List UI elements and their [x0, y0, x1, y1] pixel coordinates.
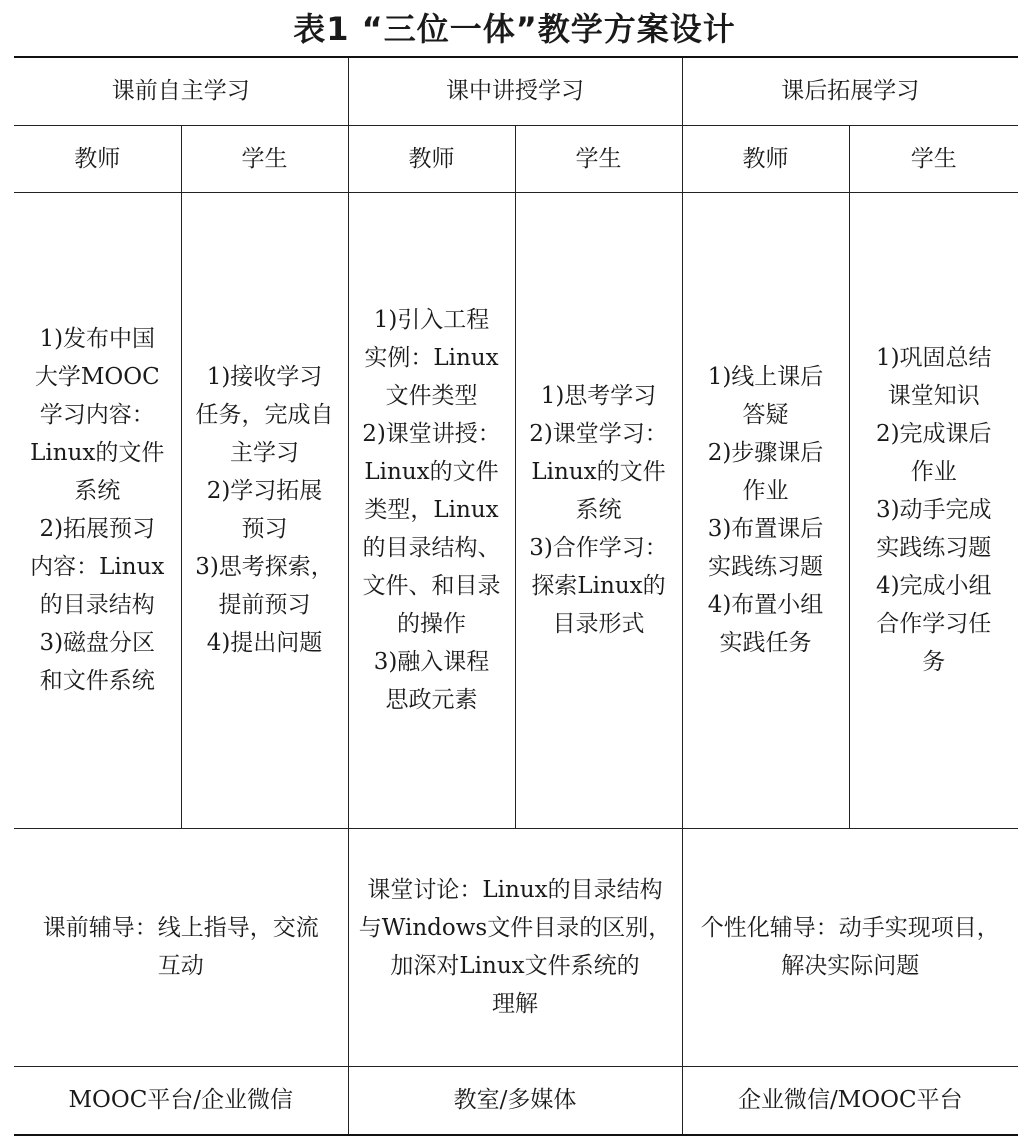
cell-text-line: 课堂知识	[887, 383, 980, 409]
cell-text-line: 2)课堂讲授：	[362, 421, 501, 447]
cell-platform-mid: 教室/多媒体	[348, 1066, 682, 1135]
cell-text-line: 4)布置小组	[707, 592, 824, 618]
role-mid-student: 学生	[515, 125, 682, 192]
cell-post-student	[849, 192, 1018, 828]
cell-text-line: 与Windows文件目录的区别，	[358, 915, 672, 941]
phase-header-row	[14, 57, 1018, 125]
cell-guidance-mid	[348, 828, 682, 1066]
cell-text-line: 4)完成小组	[875, 573, 992, 599]
cell-text-line: 2)学习拓展	[206, 478, 323, 504]
cell-text-line: 提前预习	[218, 592, 311, 618]
cell-text-line: 内容：Linux	[30, 554, 165, 580]
cell-text-line: 系统	[74, 478, 121, 504]
cell-text-line: 学习内容：	[39, 402, 155, 428]
cell-text-line: 的目录结构、	[362, 535, 501, 561]
cell-platform-pre: MOOC平台/企业微信	[14, 1066, 348, 1135]
cell-text-line: 答疑	[742, 402, 789, 428]
phase-pre-class: 课前自主学习	[14, 57, 348, 125]
cell-text-line: 互动	[157, 953, 204, 979]
cell-text-line: 3)合作学习：	[529, 535, 668, 561]
cell-text-line: 合作学习任	[876, 611, 992, 637]
cell-text-line: 作业	[742, 478, 789, 504]
cell-text-line: 系统	[575, 497, 622, 523]
cell-text-line: 文件类型	[385, 383, 478, 409]
cell-text-line: 1)发布中国	[39, 326, 156, 352]
cell-text-line: 3)动手完成	[875, 497, 992, 523]
cell-text-line: 实践任务	[719, 630, 812, 656]
cell-text-line: 的目录结构	[39, 592, 155, 618]
cell-text-line: 课堂讨论：Linux的目录结构	[367, 877, 663, 903]
cell-text-line: 1)线上课后	[707, 364, 824, 390]
cell-text-line: 文件、和目录	[362, 573, 501, 599]
cell-mid-teacher	[348, 192, 515, 828]
cell-text-line: 2)步骤课后	[707, 440, 824, 466]
cell-text-line: Linux的文件	[531, 459, 666, 485]
cell-text-line: 实例：Linux	[364, 345, 499, 371]
cell-text-line: 实践练习题	[876, 535, 992, 561]
cell-text-line: 1)巩固总结	[875, 345, 992, 371]
cell-text-line: 4)提出问题	[206, 630, 323, 656]
role-mid-teacher: 教师	[348, 125, 515, 192]
cell-guidance-post	[682, 828, 1018, 1066]
role-pre-student: 学生	[181, 125, 348, 192]
cell-text-line: 主学习	[230, 440, 299, 466]
cell-text-line: 2)课堂学习：	[529, 421, 668, 447]
cell-post-teacher	[682, 192, 849, 828]
cell-text-line: 3)融入课程	[373, 649, 490, 675]
phase-in-class: 课中讲授学习	[348, 57, 682, 125]
cell-text-line: 2)拓展预习	[39, 516, 156, 542]
cell-text-line: 3)布置课后	[707, 516, 824, 542]
cell-text-line: Linux的文件	[30, 440, 165, 466]
cell-text-line: 3)思考探索，	[195, 554, 334, 580]
cell-text-line: 2)完成课后	[875, 421, 992, 447]
cell-platform-post: 企业微信/MOOC平台	[682, 1066, 1018, 1135]
cell-text-line: 个性化辅导：动手实现项目，	[700, 915, 1000, 941]
cell-text-line: Linux的文件	[364, 459, 499, 485]
cell-text-line: 和文件系统	[39, 668, 155, 694]
cell-text-line: 目录形式	[552, 611, 645, 637]
cell-text-line: 1)接收学习	[206, 364, 323, 390]
cell-text-line: 作业	[910, 459, 957, 485]
role-post-teacher: 教师	[682, 125, 849, 192]
cell-mid-student	[515, 192, 682, 828]
platform-row	[14, 1066, 1018, 1135]
cell-text-line: 加深对Linux文件系统的	[390, 953, 640, 979]
cell-text-line: 大学MOOC	[34, 364, 160, 390]
cell-text-line: 课前辅导：线上指导，交流	[42, 915, 319, 941]
cell-text-line: 解决实际问题	[781, 953, 920, 979]
cell-text-line: 思政元素	[385, 687, 478, 713]
table-title: 表1 “三位一体”教学方案设计	[293, 10, 736, 48]
cell-text-line: 理解	[492, 991, 538, 1017]
role-header-row	[14, 125, 1018, 192]
cell-text-line: 1)思考学习	[540, 383, 657, 409]
cell-text-line: 务	[922, 649, 946, 675]
cell-text-line: 预习	[241, 516, 288, 542]
cell-text-line: 的操作	[397, 611, 466, 637]
cell-text-line: 3)磁盘分区	[39, 630, 156, 656]
cell-text-line: 实践练习题	[708, 554, 823, 580]
cell-guidance-pre	[14, 828, 348, 1066]
cell-text-line: 探索Linux的	[531, 573, 666, 599]
cell-text-line: 类型，Linux	[364, 497, 499, 523]
cell-pre-teacher	[14, 192, 181, 828]
guidance-row	[14, 828, 1018, 1066]
cell-text-line: 任务，完成自	[195, 402, 334, 428]
role-pre-teacher: 教师	[14, 125, 181, 192]
phase-post-class: 课后拓展学习	[682, 57, 1018, 125]
cell-pre-student	[181, 192, 348, 828]
content-row	[14, 192, 1018, 828]
teaching-plan-table	[14, 56, 1018, 1136]
role-post-student: 学生	[849, 125, 1018, 192]
cell-text-line: 1)引入工程	[373, 307, 490, 333]
